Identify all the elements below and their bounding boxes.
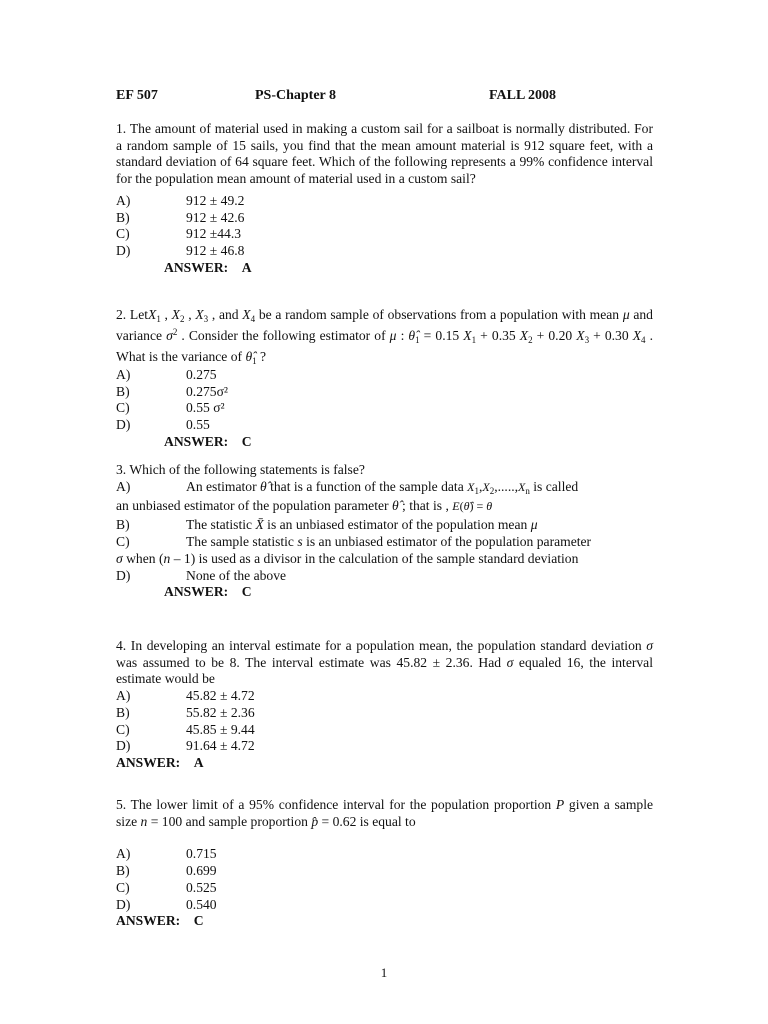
option-value: The statistic X̄ is an unbiased estimator of the population mean μ — [186, 517, 538, 533]
q1-answer — [116, 260, 653, 277]
option-label: C) — [116, 534, 130, 550]
answer-label: ANSWER: — [116, 913, 181, 929]
question-3 — [116, 462, 653, 601]
option-label: D) — [116, 896, 131, 912]
q3-option-d — [116, 568, 653, 585]
option-value: 0.55 σ² — [186, 400, 225, 416]
option-value: 0.715 — [186, 846, 217, 862]
page-number: 1 — [380, 965, 388, 980]
term-label: FALL 2008 — [489, 88, 557, 103]
option-label: C) — [116, 879, 130, 895]
q1-option-a — [116, 193, 653, 210]
q1-option-d — [116, 243, 653, 260]
question-1 — [116, 121, 653, 276]
q5-option-a — [116, 846, 653, 863]
option-value: 0.525 — [186, 879, 217, 895]
q2-option-b — [116, 384, 653, 401]
option-value: 912 ± 49.2 — [186, 192, 245, 208]
q2-answer — [116, 434, 653, 451]
option-label: C) — [116, 721, 130, 737]
option-value: 91.64 ± 4.72 — [186, 738, 255, 754]
option-label: B) — [116, 383, 130, 399]
option-label: A) — [116, 478, 131, 494]
answer-value: C — [241, 584, 252, 600]
q5-answer — [116, 913, 653, 930]
q5-option-b — [116, 863, 653, 880]
page-header — [116, 88, 653, 108]
course-code: EF 507 — [116, 88, 158, 103]
option-value: 45.82 ± 4.72 — [186, 688, 255, 704]
option-label: D) — [116, 567, 131, 583]
option-label: A) — [116, 688, 131, 704]
option-value: 45.85 ± 9.44 — [186, 721, 255, 737]
option-label: B) — [116, 704, 130, 720]
option-value: 0.275 — [186, 367, 217, 382]
answer-label: ANSWER: — [164, 433, 229, 449]
q5-option-c — [116, 880, 653, 897]
option-value: 912 ±44.3 — [186, 226, 242, 242]
option-value: 0.55 — [186, 417, 210, 433]
question-3-text: 3. Which of the following statements is false? — [116, 462, 365, 477]
q3-option-b — [116, 517, 653, 534]
option-label: A) — [116, 192, 131, 208]
option-label: D) — [116, 417, 131, 433]
q3-option-c-cont: σ when (n – 1) is used as a divisor in the calculation of the sample standard deviation — [116, 550, 579, 566]
q4-answer — [116, 755, 653, 772]
q4-option-c — [116, 722, 653, 739]
option-label: C) — [116, 226, 130, 242]
q2-option-d — [116, 417, 653, 434]
answer-label: ANSWER: — [164, 584, 229, 600]
question-2-text: 2. LetX$_1$ , $X_2$ , $X_3$ , and $X_4$ be a random sample of observations from a population with mean μ and variance $\sigma^2$ . Consider the following estimator of μ : $\thetâ_1 = 0.15$ $X_1 + 0.35$ $X_2 + 0.20$ $X_3 + 0.30$ $X_4$ . What is the variance of $\thetâ_1$ ? — [116, 307, 654, 366]
q3-option-a-cont: an unbiased estimator of the population parameter θ̂ ; that is , E(θ̂) = θ — [116, 498, 493, 514]
q1-option-c — [116, 226, 653, 243]
option-value: None of the above — [186, 567, 287, 583]
q4-option-d — [116, 738, 653, 755]
chapter-title: PS-Chapter 8 — [255, 88, 337, 103]
q1-option-b — [116, 210, 653, 227]
q2-option-a — [116, 367, 653, 384]
option-value: 55.82 ± 2.36 — [186, 704, 255, 720]
q2-option-c — [116, 400, 653, 417]
answer-label: ANSWER: — [116, 754, 181, 770]
q5-option-d — [116, 897, 653, 914]
option-value: An estimator θ̂ that is a function of the sample data $X_1,X_2,.....,X_n$ is called — [186, 478, 579, 496]
q4-option-b — [116, 705, 653, 722]
answer-label: ANSWER: — [164, 259, 229, 275]
question-4-text: 4. In developing an interval estimate for a population mean, the population standard deviation σ was assumed to be 8. The interval estimate was 45.82 ± 2.36. Had σ equaled 16, the interval estimate would be — [116, 638, 653, 687]
question-4 — [116, 638, 653, 772]
question-5 — [116, 797, 653, 930]
q3-answer — [116, 584, 653, 601]
option-label: B) — [116, 209, 130, 225]
answer-value: C — [193, 913, 204, 929]
option-label: D) — [116, 242, 131, 258]
q4-option-a — [116, 688, 653, 705]
option-label: B) — [116, 863, 130, 879]
option-value: 912 ± 46.8 — [186, 242, 245, 258]
option-label: C) — [116, 400, 130, 416]
q3-option-a — [116, 479, 653, 496]
option-value: 0.540 — [186, 896, 217, 912]
question-5-text: 5. The lower limit of a 95% confidence interval for the population proportion P given a sample size n = 100 and sample proportion p̂ = 0.62 is equal to — [116, 797, 654, 829]
option-value: 0.275σ² — [186, 383, 228, 399]
option-label: A) — [116, 367, 131, 382]
option-label: B) — [116, 517, 130, 533]
answer-value: A — [193, 754, 204, 770]
option-value: 912 ± 42.6 — [186, 209, 245, 225]
option-label: A) — [116, 846, 131, 862]
option-label: D) — [116, 738, 131, 754]
option-value: The sample statistic s is an unbiased estimator of the population parameter — [186, 534, 592, 550]
answer-value: A — [241, 259, 252, 275]
q3-option-c — [116, 534, 653, 551]
answer-value: C — [241, 433, 252, 449]
question-2 — [116, 304, 653, 451]
option-value: 0.699 — [186, 863, 217, 879]
question-1-text: 1. The amount of material used in making a custom sail for a sailboat is normally distributed. For a random sample of 15 sails, you find that the mean amount material is 912 square feet, with a standard deviation of 64 square feet. Which of the following represents a 99% confidence interval for the population mean amount of material used in a custom sail? — [116, 121, 653, 187]
